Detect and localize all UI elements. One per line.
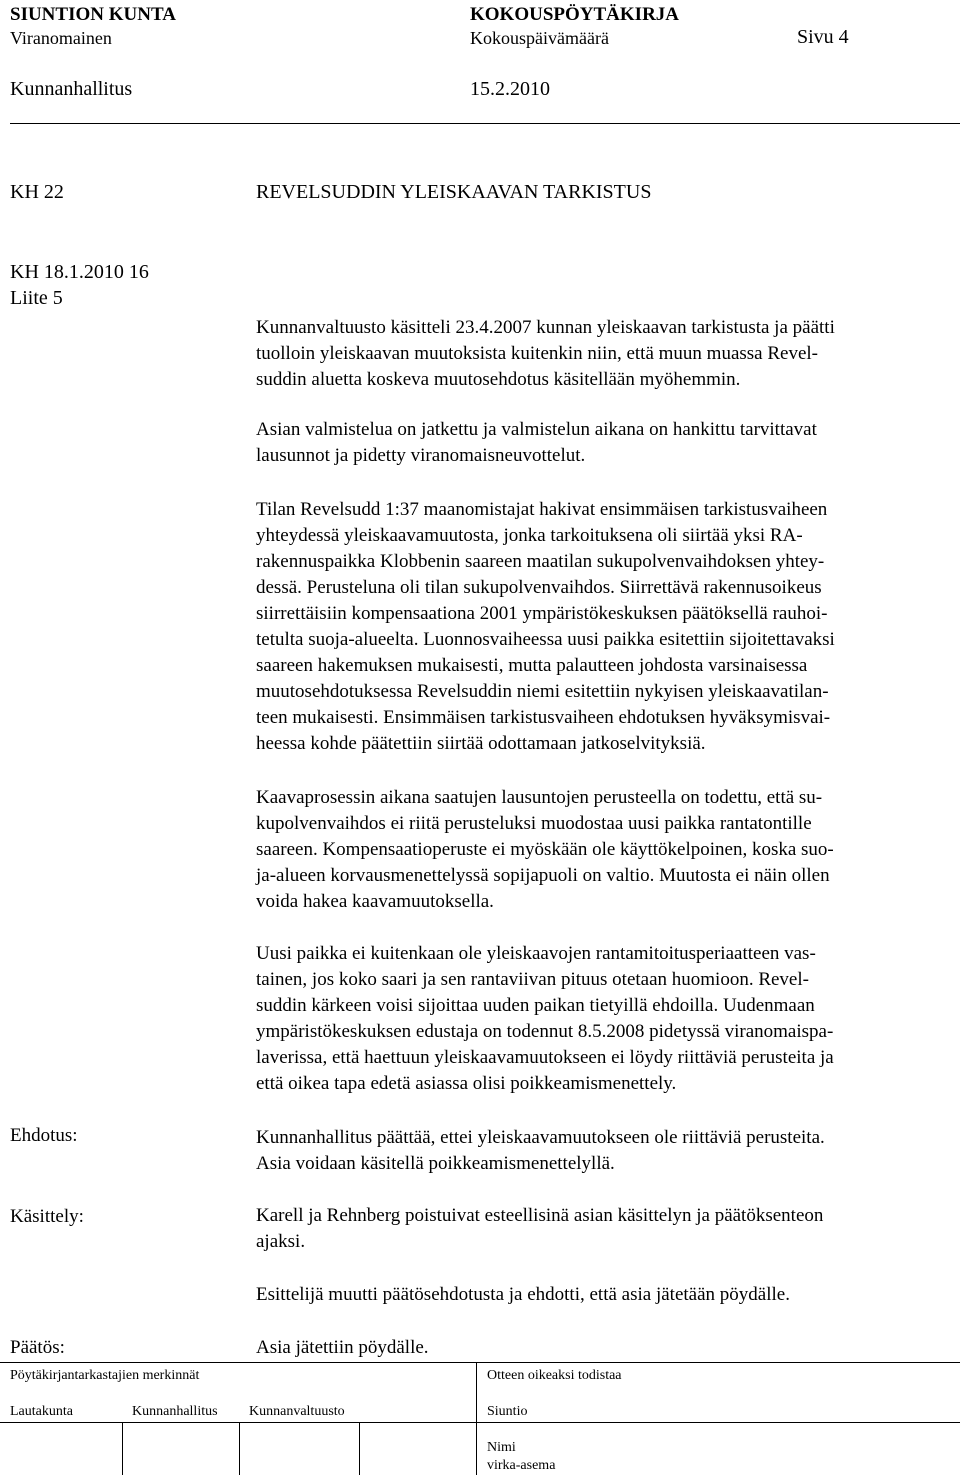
position-label: virka-asema xyxy=(487,1458,556,1473)
text-line: siirrettäisiin kompensaationa 2001 ympäristökeskuksen päätöksellä rauhoi- xyxy=(256,603,828,624)
text-line: heessa kohde päätettiin siirtää odottamaan jatkoselvityksiä. xyxy=(256,733,706,754)
organization-name: SIUNTION KUNTA xyxy=(10,4,176,25)
text-line: Uusi paikka ei kuitenkaan ole yleiskaavojen rantamitoitusperiaatteen vas- xyxy=(256,943,816,964)
table-column-divider xyxy=(359,1422,360,1475)
paragraph-1 xyxy=(256,315,954,393)
section-title: REVELSUDDIN YLEISKAAVAN TARKISTUS xyxy=(256,181,652,203)
table-column-divider xyxy=(122,1422,123,1475)
text-line: saareen. Kompensaatioperuste ei myöskään ole käyttökelpoinen, koska suo- xyxy=(256,839,834,860)
certified-label: Otteen oikeaksi todistaa xyxy=(487,1368,622,1383)
text-line: Kunnanhallitus päättää, ettei yleiskaavamuutokseen ole riittäviä perusteita. xyxy=(256,1127,825,1148)
table-mid-border xyxy=(0,1422,960,1423)
text-line: rakennuspaikka Klobbenin saareen maatilan sukupolvenvaihdoksen yhtey- xyxy=(256,551,825,572)
text-line: että oikea tapa edetä asiassa olisi poikkeamismenettely. xyxy=(256,1073,677,1094)
document-type: KOKOUSPÖYTÄKIRJA xyxy=(470,4,680,25)
paragraph-3 xyxy=(256,497,954,757)
table-column-divider xyxy=(239,1422,240,1475)
board-name: Kunnanhallitus xyxy=(10,78,133,100)
header-divider xyxy=(10,123,960,124)
paragraph-4 xyxy=(256,785,954,915)
text-line: yhteydessä yleiskaavamuutosta, jonka tarkoituksena oli siirtää yksi RA- xyxy=(256,525,803,546)
text-line: ajaksi. xyxy=(256,1231,306,1252)
text-line: Asian valmistelua on jatkettu ja valmistelun aikana on hankittu tarvittavat xyxy=(256,419,817,440)
table-top-border xyxy=(0,1362,960,1363)
text-line: dessä. Perusteluna oli tilan sukupolvenvaihdos. Siirrettävä rakennusoikeus xyxy=(256,577,822,598)
place-label: Siuntio xyxy=(487,1404,528,1419)
text-line: Asia jätettiin pöydälle. xyxy=(256,1337,429,1358)
authority-label: Viranomainen xyxy=(10,28,112,48)
table-column-divider xyxy=(476,1362,477,1475)
meeting-date-label: Kokouspäivämäärä xyxy=(470,28,609,48)
text-line: Tilan Revelsudd 1:37 maanomistajat hakivat ensimmäisen tarkistusvaiheen xyxy=(256,499,828,520)
section-number: KH 22 xyxy=(10,181,64,203)
text-line: ympäristökeskuksen edustaja on todennut 8.5.2008 pidetyssä viranomaispa- xyxy=(256,1021,834,1042)
page-number: Sivu 4 xyxy=(797,26,849,48)
reviewers-label: Pöytäkirjantarkastajien merkinnät xyxy=(10,1368,200,1383)
text-line: suddin kärkeen voisi sijoittaa uuden paikan tietyillä ehdoilla. Uudenmaan xyxy=(256,995,815,1016)
text-line: laverissa, että haettuun yleiskaavamuutokseen ei löydy riittäviä perusteita ja xyxy=(256,1047,834,1068)
text-line: Asia voidaan käsitellä poikkeamismenettelyllä. xyxy=(256,1153,615,1174)
text-line: teen mukaisesti. Ensimmäisen tarkistusvaiheen ehdotuksen hyväksymisvai- xyxy=(256,707,831,728)
text-line: kupolvenvaihdos ei riitä perusteluksi muodostaa uusi paikka rantatontille xyxy=(256,813,812,834)
text-line: saareen hakemuksen mukaisesti, mutta palautteen johdosta varsinaisessa xyxy=(256,655,808,676)
text-line: suddin aluetta koskeva muutosehdotus käsitellään myöhemmin. xyxy=(256,369,741,390)
paragraph-5 xyxy=(256,941,954,1097)
text-line: ja-alueen korvausmenettelyssä sopijapuoli on valtio. Muutosta ei näin ollen xyxy=(256,865,830,886)
text-line: voida hakea kaavamuutoksella. xyxy=(256,891,494,912)
decision-text xyxy=(256,1335,954,1361)
text-line: lausunnot ja pidetty viranomaisneuvottelut. xyxy=(256,445,586,466)
text-line: Karell ja Rehnberg poistuivat esteellisinä asian käsittelyn ja päätöksenteon xyxy=(256,1205,824,1226)
text-line: Kaavaprosessin aikana saatujen lausuntojen perusteella on todettu, että su- xyxy=(256,787,823,808)
text-line: tuolloin yleiskaavan muutoksista kuitenkin niin, että muun muassa Revel- xyxy=(256,343,818,364)
attachment-line: Liite 5 xyxy=(10,287,63,309)
handling-text xyxy=(256,1203,954,1255)
text-line: tetulta suoja-alueelta. Luonnosvaiheessa uusi paikka esitettiin sijoitettavaksi xyxy=(256,629,835,650)
handling-text-2 xyxy=(256,1282,954,1308)
committee-label: Lautakunta xyxy=(10,1404,73,1419)
meeting-date: 15.2.2010 xyxy=(470,78,550,100)
text-line: Kunnanvaltuusto käsitteli 23.4.2007 kunnan yleiskaavan tarkistusta ja päätti xyxy=(256,317,835,338)
reference-line: KH 18.1.2010 16 xyxy=(10,261,149,283)
name-label: Nimi xyxy=(487,1440,516,1455)
text-line: tainen, jos koko saari ja sen rantaviivan pituus otetaan huomioon. Revel- xyxy=(256,969,809,990)
board-label: Kunnanhallitus xyxy=(132,1404,218,1419)
paragraph-2 xyxy=(256,417,954,469)
signature-table xyxy=(0,1362,960,1475)
council-label: Kunnanvaltuusto xyxy=(249,1404,345,1419)
document-header xyxy=(10,0,950,125)
handling-label: Käsittely: xyxy=(10,1206,84,1227)
text-line: Esittelijä muutti päätösehdotusta ja ehdotti, että asia jätetään pöydälle. xyxy=(256,1284,790,1305)
decision-label: Päätös: xyxy=(10,1337,65,1358)
text-line: muutosehdotuksessa Revelsuddin niemi esitettiin nykyisen yleiskaavatilan- xyxy=(256,681,829,702)
proposal-text xyxy=(256,1125,954,1177)
proposal-label: Ehdotus: xyxy=(10,1125,78,1146)
